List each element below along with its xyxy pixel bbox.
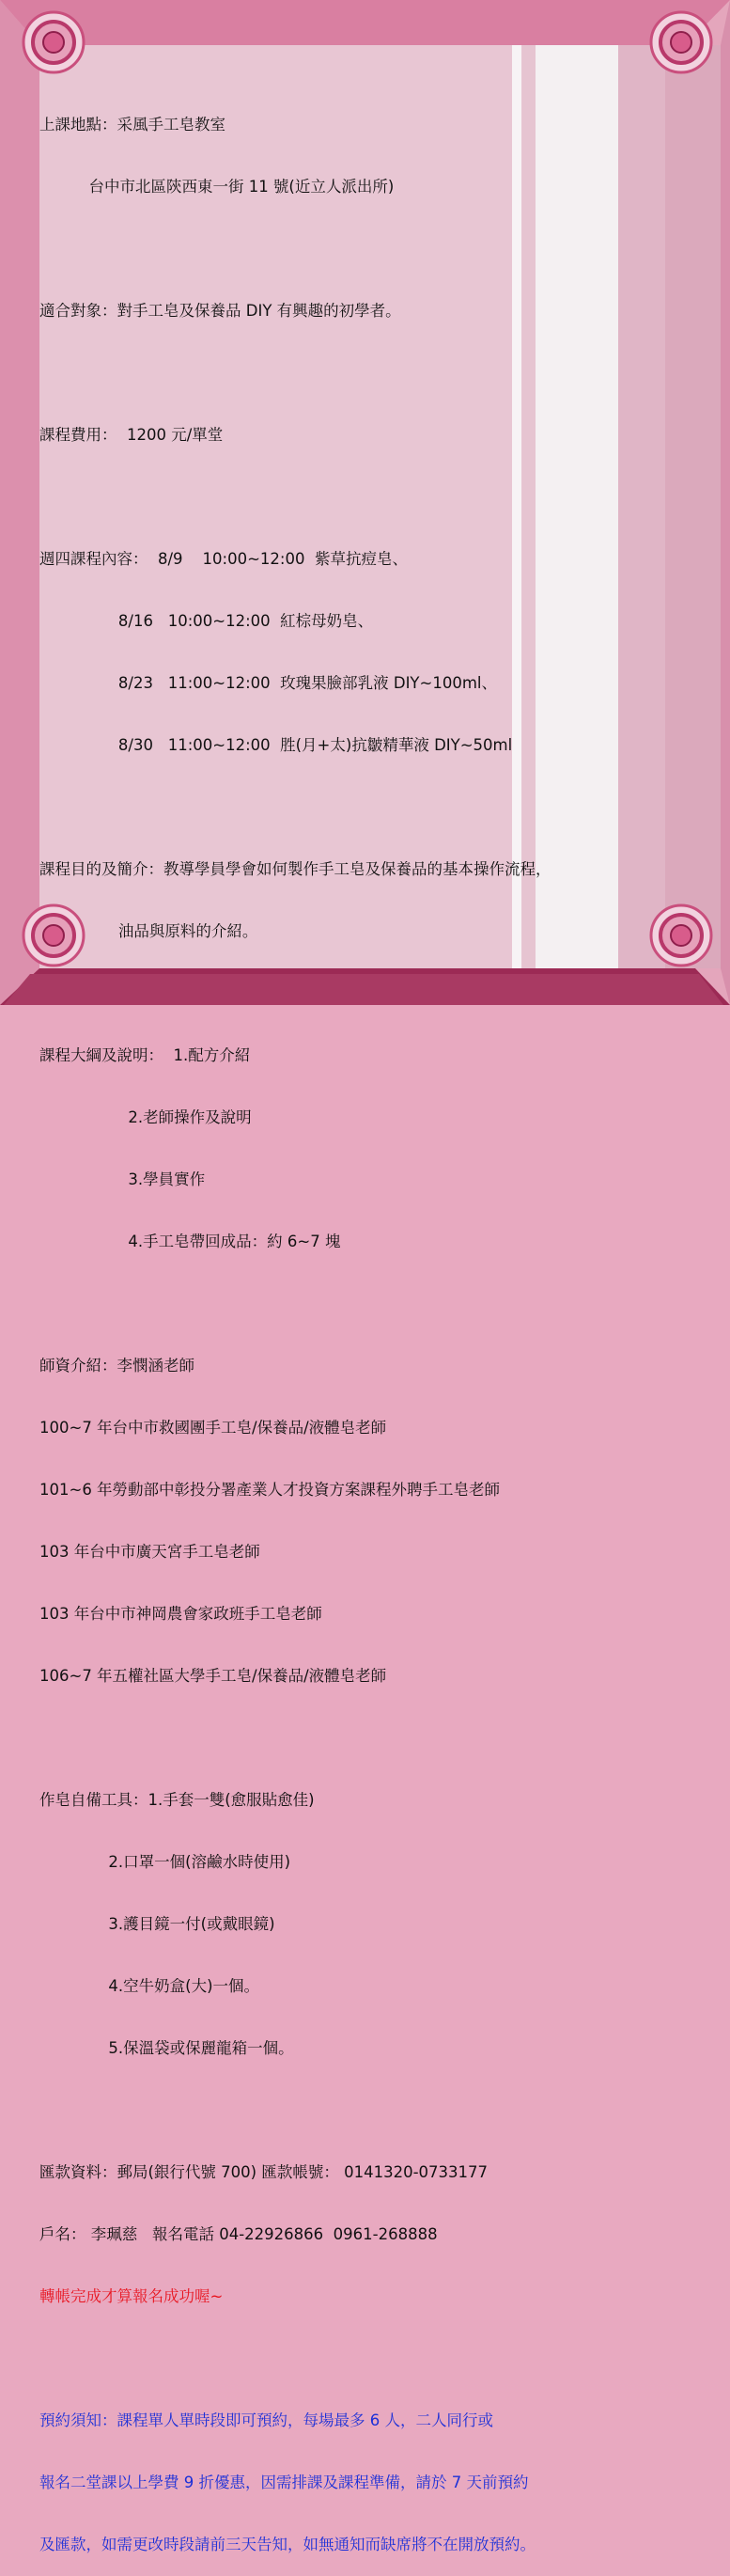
notice-line: 報名二堂課以上學費 9 折優惠，因需排課及課程準備，請於 7 天前預約	[39, 2474, 529, 2491]
payment-reminder: 轉帳完成才算報名成功喔~	[39, 2287, 224, 2305]
teacher-line: 100~7 年台中市救國團手工皂/保養品/液體皂老師	[39, 1419, 387, 1437]
schedule-line: 8/16 10:00~12:00 紅棕母奶皂、	[39, 612, 374, 630]
fee-line: 課程費用： 1200 元/單堂	[39, 426, 224, 444]
tools-line: 5.保溫袋或保麗龍箱一個。	[39, 2039, 294, 2057]
audience-line: 適合對象：對手工皂及保養品 DIY 有興趣的初學者。	[39, 302, 401, 320]
tools-line: 4.空牛奶盒(大)一個。	[39, 1977, 260, 1995]
schedule-line: 8/23 11:00~12:00 玫瑰果臉部乳液 DIY~100ml、	[39, 674, 497, 692]
teacher-line: 103 年台中市神岡農會家政班手工皂老師	[39, 1605, 322, 1623]
payment-line: 戶名： 李珮慈 報名電話 04-22926866 0961-268888	[39, 2225, 438, 2243]
teacher-line: 106~7 年五權社區大學手工皂/保養品/液體皂老師	[39, 1667, 387, 1685]
payment-line: 匯款資料：郵局(銀行代號 700) 匯款帳號： 0141320-0733177	[39, 2163, 489, 2181]
corner-ornament-top-left	[21, 9, 86, 75]
tools-line: 作皂自備工具：1.手套一雙(愈服貼愈佳)	[39, 1791, 315, 1809]
schedule-line: 8/30 11:00~12:00 胜(月+太)抗皺精華液 DIY~50ml	[39, 736, 513, 754]
teacher-line: 103 年台中市廣天宮手工皂老師	[39, 1543, 260, 1561]
tools-line: 2.口罩一個(溶鹼水時使用)	[39, 1853, 291, 1871]
teacher-line: 101~6 年勞動部中彰投分署產業人才投資方案課程外聘手工皂老師	[39, 1481, 501, 1499]
notice-line: 及匯款，如需更改時段請前三天告知，如無通知而缺席將不在開放預約。	[39, 2536, 536, 2553]
location-line: 上課地點：采風手工皂教室	[39, 116, 225, 134]
course-info	[39, 73, 721, 2576]
address-line: 台中市北區陝西東一街 11 號(近立人派出所)	[39, 178, 395, 196]
corner-ornament-top-right	[648, 9, 714, 75]
schedule-line: 週四課程內容： 8/9 10:00~12:00 紫草抗痘皂、	[39, 550, 408, 568]
tools-line: 3.護目鏡一付(或戴眼鏡)	[39, 1915, 275, 1933]
outline-line: 課程大綱及說明： 1.配方介紹	[39, 1046, 251, 1064]
outline-line: 3.學員實作	[39, 1170, 206, 1188]
outline-line: 4.手工皂帶回成品：約 6~7 塊	[39, 1233, 341, 1250]
outline-line: 2.老師操作及說明	[39, 1108, 252, 1126]
notice-line: 預約須知：課程單人單時段即可預約，每場最多 6 人，二人同行或	[39, 2411, 493, 2429]
teacher-line: 師資介紹：李憫涵老師	[39, 1357, 194, 1374]
purpose-line: 課程目的及簡介：教導學員學會如何製作手工皂及保養品的基本操作流程，	[39, 860, 551, 878]
purpose-line: 油品與原料的介紹。	[39, 922, 258, 940]
